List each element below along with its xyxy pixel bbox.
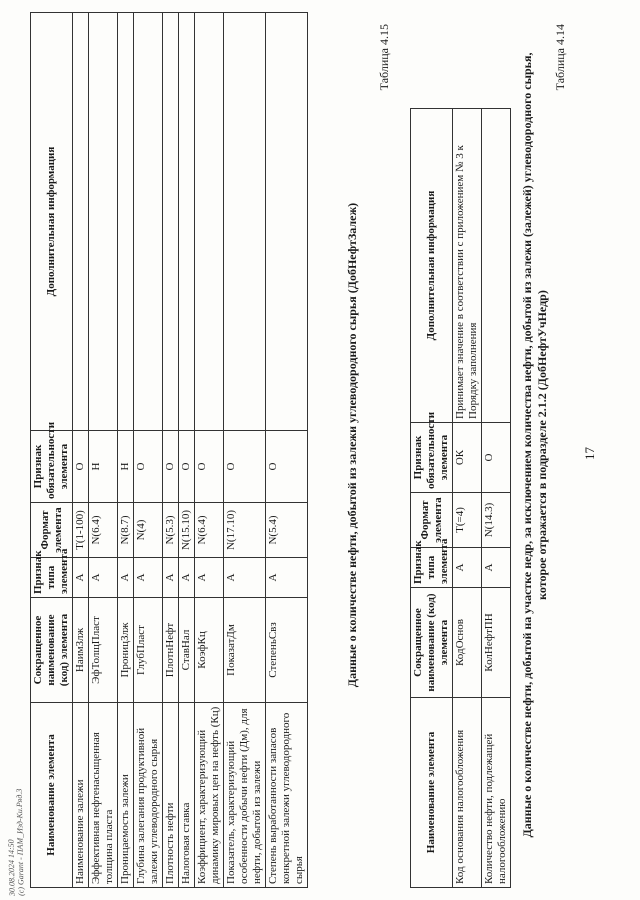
table-cell: О — [134, 431, 163, 503]
table-cell: Плотность нефти — [163, 703, 179, 888]
table-cell: N(5.4) — [266, 503, 308, 558]
header-cell: Признак обязательности элемента — [411, 423, 453, 493]
table-cell: А — [179, 558, 195, 598]
table-header-row — [411, 109, 453, 888]
table-cell: N(6.4) — [195, 503, 224, 558]
table-row — [224, 13, 266, 888]
table-cell: А — [163, 558, 179, 598]
table-cell: N(8.7) — [118, 503, 134, 558]
table-cell: А — [482, 548, 511, 588]
header-cell: Сокращенное наименование (код) элемента — [411, 588, 453, 698]
table-cell — [224, 13, 266, 431]
table-cell: Н — [118, 431, 134, 503]
table-cell: О — [266, 431, 308, 503]
table-cell: О — [224, 431, 266, 503]
table-cell: Проницаемость залежи — [118, 703, 134, 888]
table-cell: Принимает значение в соответствии с приложением № 3 к Порядку заполнения — [453, 109, 482, 423]
table-cell — [195, 13, 224, 431]
table-cell — [73, 13, 89, 431]
table-415-caption: Данные о количестве нефти, добытой из залежи углеводородного сырья (ДобНефтЗалеж) — [345, 202, 359, 688]
table-414 — [410, 108, 511, 888]
table-cell: А — [134, 558, 163, 598]
table-cell — [179, 13, 195, 431]
table-cell: N(14.3) — [482, 493, 511, 548]
table-415 — [30, 12, 308, 888]
table-cell: Глубина залегания продуктивной залежи углеводородного сырья — [134, 703, 163, 888]
stamp-line-2: (c) Garant - ПАМ_Изд-Ки.Ряд.3 — [14, 788, 26, 896]
header-cell: Дополнительная информация — [31, 13, 73, 431]
table-cell: ОК — [453, 423, 482, 493]
table-row — [482, 109, 511, 888]
table-cell: А — [224, 558, 266, 598]
table-row — [453, 109, 482, 888]
table-cell: N(4) — [134, 503, 163, 558]
table-cell: НаимЗлж — [73, 598, 89, 703]
table-cell: ПоказатДм — [224, 598, 266, 703]
table-cell — [89, 13, 118, 431]
table-414-caption: Данные о количестве нефти, добытой на участке недр, за исключением количества нефти, добытой из залежи (залежей) углеводородного сырья, которое отражается в подразделе 2.1.2 (ДобНефтУчНедр) — [520, 52, 549, 838]
table-cell: Эффективная нефтенасыщенная толщина пласта — [89, 703, 118, 888]
table-cell: О — [163, 431, 179, 503]
page-number: 17 — [582, 447, 597, 460]
timestamp-stamp — [4, 716, 25, 896]
table-cell: Н — [89, 431, 118, 503]
table-header-row — [31, 13, 73, 888]
table-cell: N(17.10) — [224, 503, 266, 558]
table-cell: КодОснов — [453, 588, 482, 698]
table-cell: N(6.4) — [89, 503, 118, 558]
header-cell: Формат элемента — [411, 493, 453, 548]
table-cell — [163, 13, 179, 431]
table-cell: А — [118, 558, 134, 598]
table-cell: СтавНал — [179, 598, 195, 703]
table-cell — [118, 13, 134, 431]
table-cell: Количество нефти, подлежащей налогообложению — [482, 698, 511, 888]
table-row — [73, 13, 89, 888]
table-cell — [482, 109, 511, 423]
table-cell: О — [482, 423, 511, 493]
table-cell: СтепеньСвз — [266, 598, 308, 703]
header-cell: Признак обязательности элемента — [31, 431, 73, 503]
table-cell: Коэффициент, характеризующий динамику мировых цен на нефть (Кц) — [195, 703, 224, 888]
table-cell: А — [453, 548, 482, 588]
table-414-number: Таблица 4.14 — [553, 24, 567, 91]
header-cell: Наименование элемента — [411, 698, 453, 888]
table-415-number: Таблица 4.15 — [377, 24, 391, 91]
table-cell: Т(1-100) — [73, 503, 89, 558]
table-cell: ПлотнНефт — [163, 598, 179, 703]
table-row — [134, 13, 163, 888]
table-row — [89, 13, 118, 888]
table-cell: N(5.3) — [163, 503, 179, 558]
table-row — [179, 13, 195, 888]
header-cell: Признак типа элемента — [411, 548, 453, 588]
table-cell: N(15.10) — [179, 503, 195, 558]
table-cell: ЭфТолщПласт — [89, 598, 118, 703]
table-cell: А — [73, 558, 89, 598]
header-cell: Сокращенное наименование (код) элемента — [31, 598, 73, 703]
table-cell: О — [73, 431, 89, 503]
table-cell: А — [89, 558, 118, 598]
table-cell — [266, 13, 308, 431]
table-cell: Степень выработанности запасов конкретной залежи углеводородного сырья — [266, 703, 308, 888]
table-cell — [134, 13, 163, 431]
table-cell: Показатель, характеризующий особенности добычи нефти (Дм), для нефти, добытой из залежи — [224, 703, 266, 888]
header-cell: Признак типа элемента — [31, 558, 73, 598]
table-row — [118, 13, 134, 888]
table-row — [266, 13, 308, 888]
table-cell: О — [179, 431, 195, 503]
header-cell: Дополнительная информация — [411, 109, 453, 423]
table-cell: КоэфКц — [195, 598, 224, 703]
table-cell: ПроницЗлж — [118, 598, 134, 703]
table-cell: КолНефтПН — [482, 588, 511, 698]
table-cell: Наименование залежи — [73, 703, 89, 888]
table-cell: Т(=4) — [453, 493, 482, 548]
header-cell: Наименование элемента — [31, 703, 73, 888]
header-cell: Формат элемента — [31, 503, 73, 558]
table-cell: А — [266, 558, 308, 598]
stamp-line-1: 30.08.2024 14:50 — [6, 839, 17, 897]
table-cell: О — [195, 431, 224, 503]
table-cell: Налоговая ставка — [179, 703, 195, 888]
table-row — [163, 13, 179, 888]
table-cell: Код основания налогообложения — [453, 698, 482, 888]
table-row — [195, 13, 224, 888]
table-cell: ГлубПласт — [134, 598, 163, 703]
table-cell: А — [195, 558, 224, 598]
